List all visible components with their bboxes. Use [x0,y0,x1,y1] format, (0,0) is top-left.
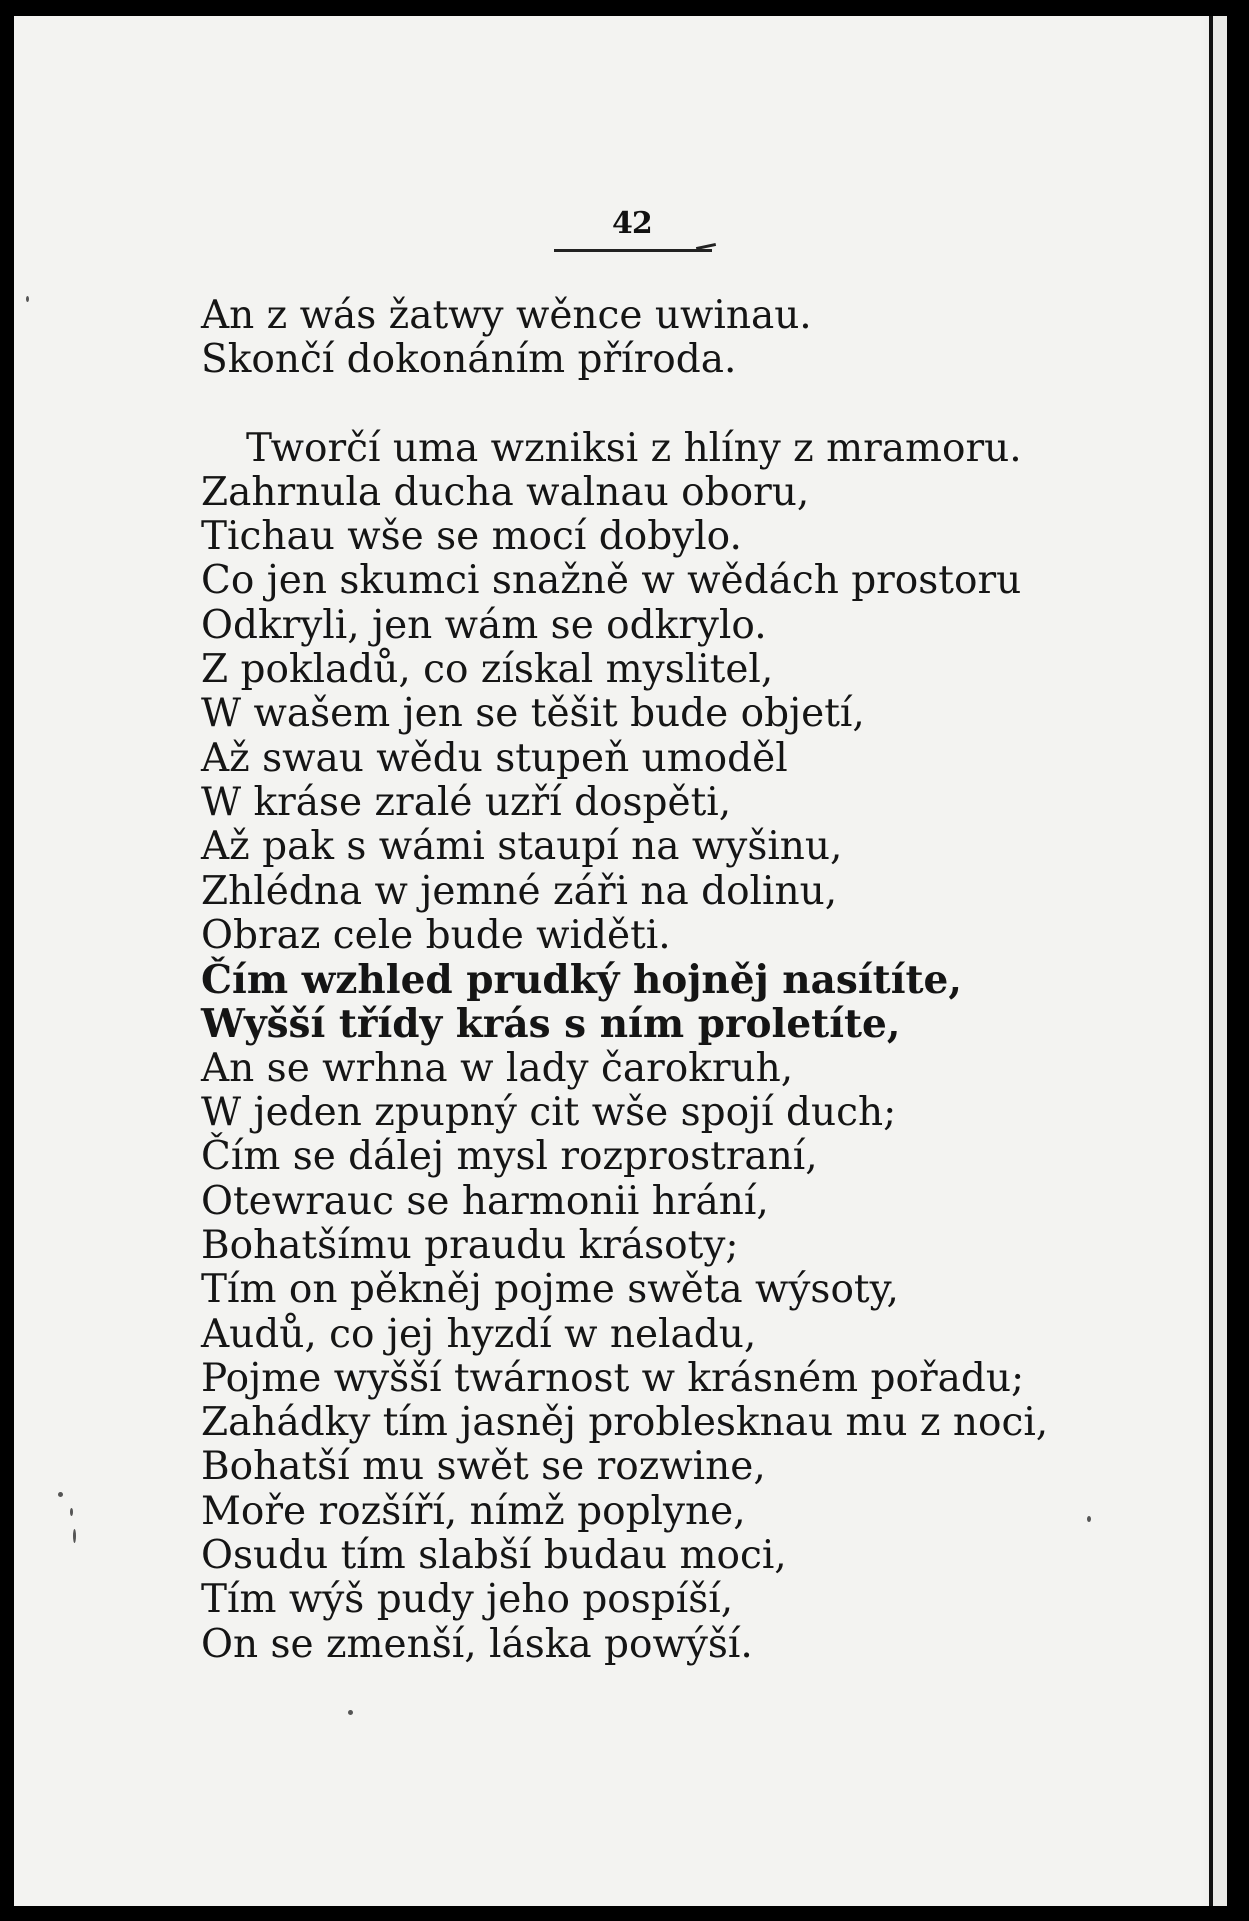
poem-line: Otewrauc se harmonii hrání, [201,1178,769,1224]
poem-line: Zahrnula ducha walnau oboru, [201,469,810,515]
stanza-gap [201,383,1121,427]
poem-line: Tím wýš pudy jeho pospíší, [201,1577,734,1623]
ink-speck [26,296,29,302]
poem-line: Audů, co jej hyzdí w neladu, [201,1311,757,1357]
poem-line: W jeden zpupný cit wše spojí duch; [201,1090,897,1136]
poem-line: Co jen skumci snažně w wědách prostoru [201,558,1022,604]
poem-line: Zahádky tím jasněj problesknau mu z noci, [201,1400,1049,1446]
poem-line: Tím on pěkněj pojme swěta wýsoty, [201,1267,899,1313]
poem-text [201,294,1121,1667]
ink-speck [58,1492,63,1497]
ink-speck [70,1508,73,1516]
poem-line: Moře rozšíří, nímž poplyne, [201,1488,746,1534]
poem-line: Čím wzhled prudký hojněj nasítíte, [201,957,962,1004]
poem-line: Čím se dálej mysl rozprostraní, [201,1134,818,1180]
ink-speck [348,1710,353,1715]
page-number: 42 [612,206,652,241]
ink-speck [73,1529,76,1543]
poem-line: Wyšší třídy krás s ním proletíte, [201,1001,901,1048]
ink-speck [1087,1516,1091,1522]
poem-line: Bohatšímu praudu krásoty; [201,1222,739,1268]
poem-line: An se wrhna w lady čarokruh, [201,1045,794,1091]
poem-line: Pojme wyšší twárnost w krásném pořadu; [201,1355,1025,1401]
poem-line: Odkryli, jen wám se odkrylo. [201,602,767,648]
poem-line: Osudu tím slabší budau moci, [201,1533,787,1579]
page-number-rule [554,249,712,252]
adjacent-page-edge [1213,16,1227,1906]
poem-line: Obraz cele bude widěti. [201,912,671,958]
poem-line: Z pokladů, co získal myslitel, [201,647,774,693]
poem-line: Tichau wše se mocí dobylo. [201,514,742,560]
poem-line: W wašem jen se těšit bude objetí, [201,691,865,737]
poem-line: W kráse zralé uzří dospěti, [201,779,732,825]
poem-line: Zhlédna w jemné záři na dolinu, [201,868,838,914]
book-page [14,16,1226,1906]
poem-line: An z wás žatwy wěnce uwinau. [201,293,812,338]
poem-line: Tworčí uma wzniksi z hlíny z mramoru. [246,425,1022,471]
poem-line: Až pak s wámi staupí na wyšinu, [201,824,843,870]
poem-line: Skončí dokonáním příroda. [201,337,737,383]
poem-line: Bohatší mu swět se rozwine, [201,1444,766,1490]
poem-line: On se zmenší, láska powýší. [201,1621,753,1667]
poem-line: Až swau wědu stupeň umoděl [201,735,788,781]
